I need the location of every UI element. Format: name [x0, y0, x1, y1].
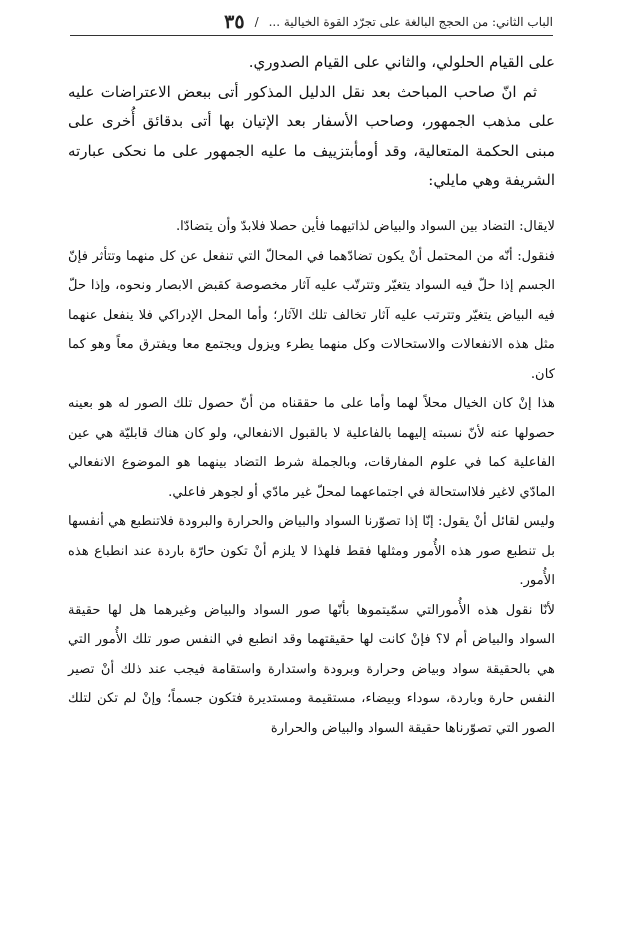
quoted-paragraph-4: وليس لقائل أنْ يقول: إنّا إذا تصوّرنا السواد والبياض والحرارة والبرودة فلاتنطبع هي أنفسها بل تنطبع صور هذه الأُمور ومثلها فقط فلهذا لا يلزم أنْ تكون حارّة باردة عند انطباع هذه الأُمور. [68, 514, 555, 588]
intro-paragraph-2: ثم انّ صاحب المباحث بعد نقل الدليل المذكور أتى ببعض الاعتراضات عليه على مذهب الجمهور، وصاحب الأسفار بعد الإتيان بها أتى بدقائق أُخرى على مبنى الحكمة المتعالية، وقد أومأبتزييف ما عليه الجمهور على ما نحكى عبارته الشريفة وهي مايلي: [68, 82, 555, 189]
running-header [70, 10, 553, 34]
intro-text [68, 48, 555, 196]
quoted-passage [68, 212, 555, 743]
intro-paragraph-1: على القيام الحلولي، والثاني على القيام الصدوري. [248, 53, 555, 71]
quoted-paragraph-1: لايقال: التضاد بين السواد والبياض لذاتيهما فأين حصلا فلابدّ وأن يتضادّا. [175, 219, 555, 234]
quoted-paragraph-5: لأنّا نقول هذه الأُمورالتي سمّيتموها بأنّها صور السواد والبياض وغيرهما هل لها حقيقة السواد والبياض أم لا؟ فإنْ كانت لها حقيقتهما وقد انطبع في النفس صور تلك الأُمور التي هي بالحقيقة سواد وبياض وحرارة وبرودة واستدارة واستقامة فيجب عند ذلك أنْ تصير النفس حارة وباردة، سوداء وبيضاء، مستقيمة ومستديرة فتكون جسماً؛ وإنْ لم تكن لتلك الصور التي تصوّرناها حقيقة السواد والبياض والحرارة [68, 602, 555, 736]
quoted-paragraph-3: هذا إنْ كان الخيال محلاً لهما وأما على ما حققناه من أنّ حصول تلك الصور له هو بعينه حصولها عنه لأنّ نسبته إليهما بالفاعلية لا بالقبول الانفعالي، ولو كان هناك قابليّة هي عين الفاعلية كما في علوم المفارقات، وبالجملة شرط التضاد بينهما هو الموضوع الانفعالي المادّي لاغير فلااستحالة في اجتماعهما لمحلّ غير مادّي أو لجوهر فاعلي. [68, 396, 555, 500]
running-title: الباب الثاني: من الحجج البالغة على تجرّد القوة الخيالية ... [268, 15, 553, 29]
quoted-paragraph-2: فنقول: أنّه من المحتمل أنْ يكون تضادّهما في المحالّ التي تنفعل عن كل منهما وتتأثر فإنّ الجسم إذا حلّ فيه السواد يتغيّر وتترتّب عليه آثار مخصوصة كقبض الابصار ونحوه، وإذا حلّ فيه البياض يتغيّر وتترتب عليه آثار تخالف تلك الآثار؛ وأما المحل الإدراكي فلا ينفعل عنهما مثل هذه الانفعالات والاستحالات وكل منهما يطرء ويزول ويجتمع معا ويفترق معاً وهو كما كان. [68, 248, 555, 382]
header-rule [70, 35, 553, 36]
header-separator: / [254, 15, 259, 29]
page-number: ٣٥ [224, 11, 245, 33]
